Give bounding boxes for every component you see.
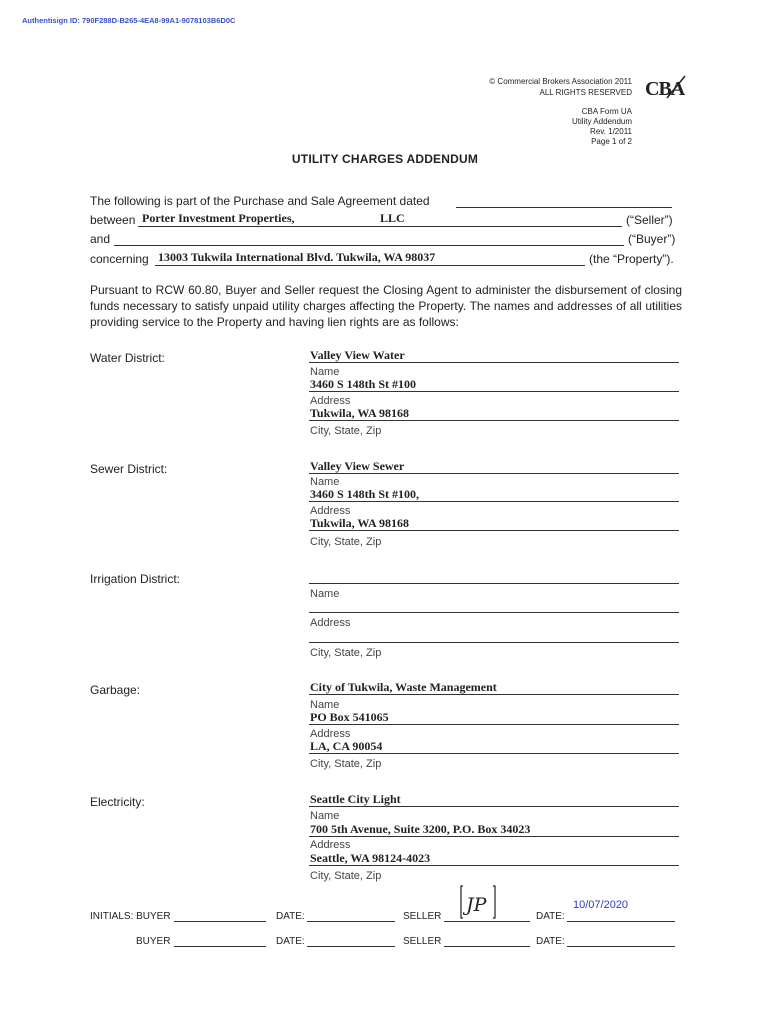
rcw-paragraph: Pursuant to RCW 60.80, Buyer and Seller request the Closing Agent to administer the disbursement of closing funds necessary to satisfy unpaid utility charges affecting the Property. The names and addresses of all utilities providing service to the Property and having lien rights are as follows: <box>90 283 682 329</box>
seller1-label: SELLER <box>403 911 442 922</box>
seller2-date-label: DATE: <box>536 936 565 947</box>
water-name-caption: Name <box>310 366 340 378</box>
water-name-field[interactable] <box>309 362 679 363</box>
water-city-value: Tukwila, WA 98168 <box>310 406 410 420</box>
sewer-address-value: 3460 S 148th St #100, <box>310 487 420 501</box>
form-info-block <box>572 107 632 147</box>
property-tag: (the “Property”). <box>589 252 674 266</box>
buyer-field[interactable] <box>114 245 624 246</box>
water-district-label: Water District: <box>90 351 165 365</box>
sewer-address-caption: Address <box>310 505 351 517</box>
electricity-name-caption: Name <box>310 810 340 822</box>
logo-swoosh-icon <box>645 74 693 104</box>
copyright-block <box>489 76 632 98</box>
electricity-address-caption: Address <box>310 839 351 851</box>
water-city-field[interactable] <box>309 420 679 421</box>
electricity-city-value: Seattle, WA 98124-4023 <box>310 851 431 865</box>
seller-initials-text: JP <box>466 894 487 916</box>
electricity-label: Electricity: <box>90 795 145 809</box>
electricity-name-value: Seattle City Light <box>310 792 401 806</box>
agreement-date-field[interactable] <box>456 207 672 208</box>
garbage-name-caption: Name <box>310 699 340 711</box>
form-rev: Rev. 1/2011 <box>590 127 632 136</box>
electricity-city-field[interactable] <box>309 865 679 866</box>
seller-field[interactable] <box>138 226 622 227</box>
copyright-text: © Commercial Brokers Association 2011 <box>489 77 632 86</box>
logo-text: CBA <box>645 78 685 100</box>
water-name-value: Valley View Water <box>310 348 405 362</box>
document-title: UTILITY CHARGES ADDENDUM <box>291 152 479 166</box>
signature-stamp-icon <box>459 884 497 922</box>
form-name: CBA Form UA <box>581 107 632 116</box>
water-address-caption: Address <box>310 395 351 407</box>
irrigation-district-label: Irrigation District: <box>90 572 181 586</box>
buyer1-date-label: DATE: <box>276 911 305 922</box>
garbage-label: Garbage: <box>90 683 141 697</box>
sewer-city-field[interactable] <box>309 530 679 531</box>
irrigation-name-caption: Name <box>310 588 340 600</box>
garbage-city-value: LA, CA 90054 <box>310 739 383 753</box>
seller2-date-field[interactable] <box>567 946 675 947</box>
electricity-city-caption: City, State, Zip <box>310 870 382 882</box>
sewer-name-caption: Name <box>310 476 340 488</box>
water-address-field[interactable] <box>309 391 679 392</box>
seller-initials-signature <box>459 884 497 922</box>
garbage-name-field[interactable] <box>309 694 679 695</box>
initials-buyer-label: INITIALS: BUYER <box>90 911 171 922</box>
garbage-name-value: City of Tukwila, Waste Management <box>310 680 497 694</box>
electricity-address-field[interactable] <box>309 836 679 837</box>
seller-name-part2: LLC <box>380 211 405 225</box>
irrigation-address-caption: Address <box>310 617 351 629</box>
garbage-address-caption: Address <box>310 728 351 740</box>
garbage-city-caption: City, State, Zip <box>310 758 382 770</box>
seller-name-part1: Porter Investment Properties, <box>142 211 295 225</box>
sewer-city-value: Tukwila, WA 98168 <box>310 516 410 530</box>
irrigation-address-field[interactable] <box>309 612 679 613</box>
buyer2-date-field[interactable] <box>307 946 395 947</box>
envelope-id: Authentisign ID: 790F288D-B265-4EA8-99A1-9078103B6D0C <box>22 16 236 25</box>
property-field[interactable] <box>155 265 585 266</box>
signed-date: 10/07/2020 <box>573 899 629 911</box>
buyer1-date-field[interactable] <box>307 921 395 922</box>
seller1-date-field[interactable] <box>567 921 675 922</box>
garbage-city-field[interactable] <box>309 753 679 754</box>
buyer-tag: (“Buyer”) <box>628 232 676 246</box>
sewer-name-field[interactable] <box>309 473 679 474</box>
buyer2-initials-field[interactable] <box>174 946 266 947</box>
water-address-value: 3460 S 148th St #100 <box>310 377 417 391</box>
form-desc: Utility Addendum <box>571 117 632 126</box>
electricity-name-field[interactable] <box>309 806 679 807</box>
seller2-label: SELLER <box>403 936 442 947</box>
sewer-name-value: Valley View Sewer <box>310 459 405 473</box>
buyer1-initials-field[interactable] <box>174 921 266 922</box>
between-label: between <box>90 213 136 227</box>
seller2-initials-field[interactable] <box>444 946 530 947</box>
seller1-date-label: DATE: <box>536 911 565 922</box>
irrigation-name-field[interactable] <box>309 583 679 584</box>
sewer-district-label: Sewer District: <box>90 462 168 476</box>
garbage-address-field[interactable] <box>309 724 679 725</box>
buyer2-label: BUYER <box>136 936 171 947</box>
page-number: Page 1 of 2 <box>591 137 632 146</box>
property-address: 13003 Tukwila International Blvd. Tukwila, WA 98037 <box>158 250 436 264</box>
agreement-dated-label: The following is part of the Purchase and Sale Agreement dated <box>90 194 430 208</box>
concerning-label: concerning <box>90 252 149 266</box>
sewer-address-field[interactable] <box>309 501 679 502</box>
cba-logo <box>645 74 693 104</box>
sewer-city-caption: City, State, Zip <box>310 536 382 548</box>
rights-text: ALL RIGHTS RESERVED <box>539 88 632 97</box>
water-city-caption: City, State, Zip <box>310 425 382 437</box>
irrigation-city-caption: City, State, Zip <box>310 647 382 659</box>
garbage-address-value: PO Box 541065 <box>310 710 389 724</box>
and-label: and <box>90 232 111 246</box>
irrigation-city-field[interactable] <box>309 642 679 643</box>
buyer2-date-label: DATE: <box>276 936 305 947</box>
seller-tag: (“Seller”) <box>626 213 673 227</box>
electricity-address-value: 700 5th Avenue, Suite 3200, P.O. Box 34023 <box>310 822 531 836</box>
